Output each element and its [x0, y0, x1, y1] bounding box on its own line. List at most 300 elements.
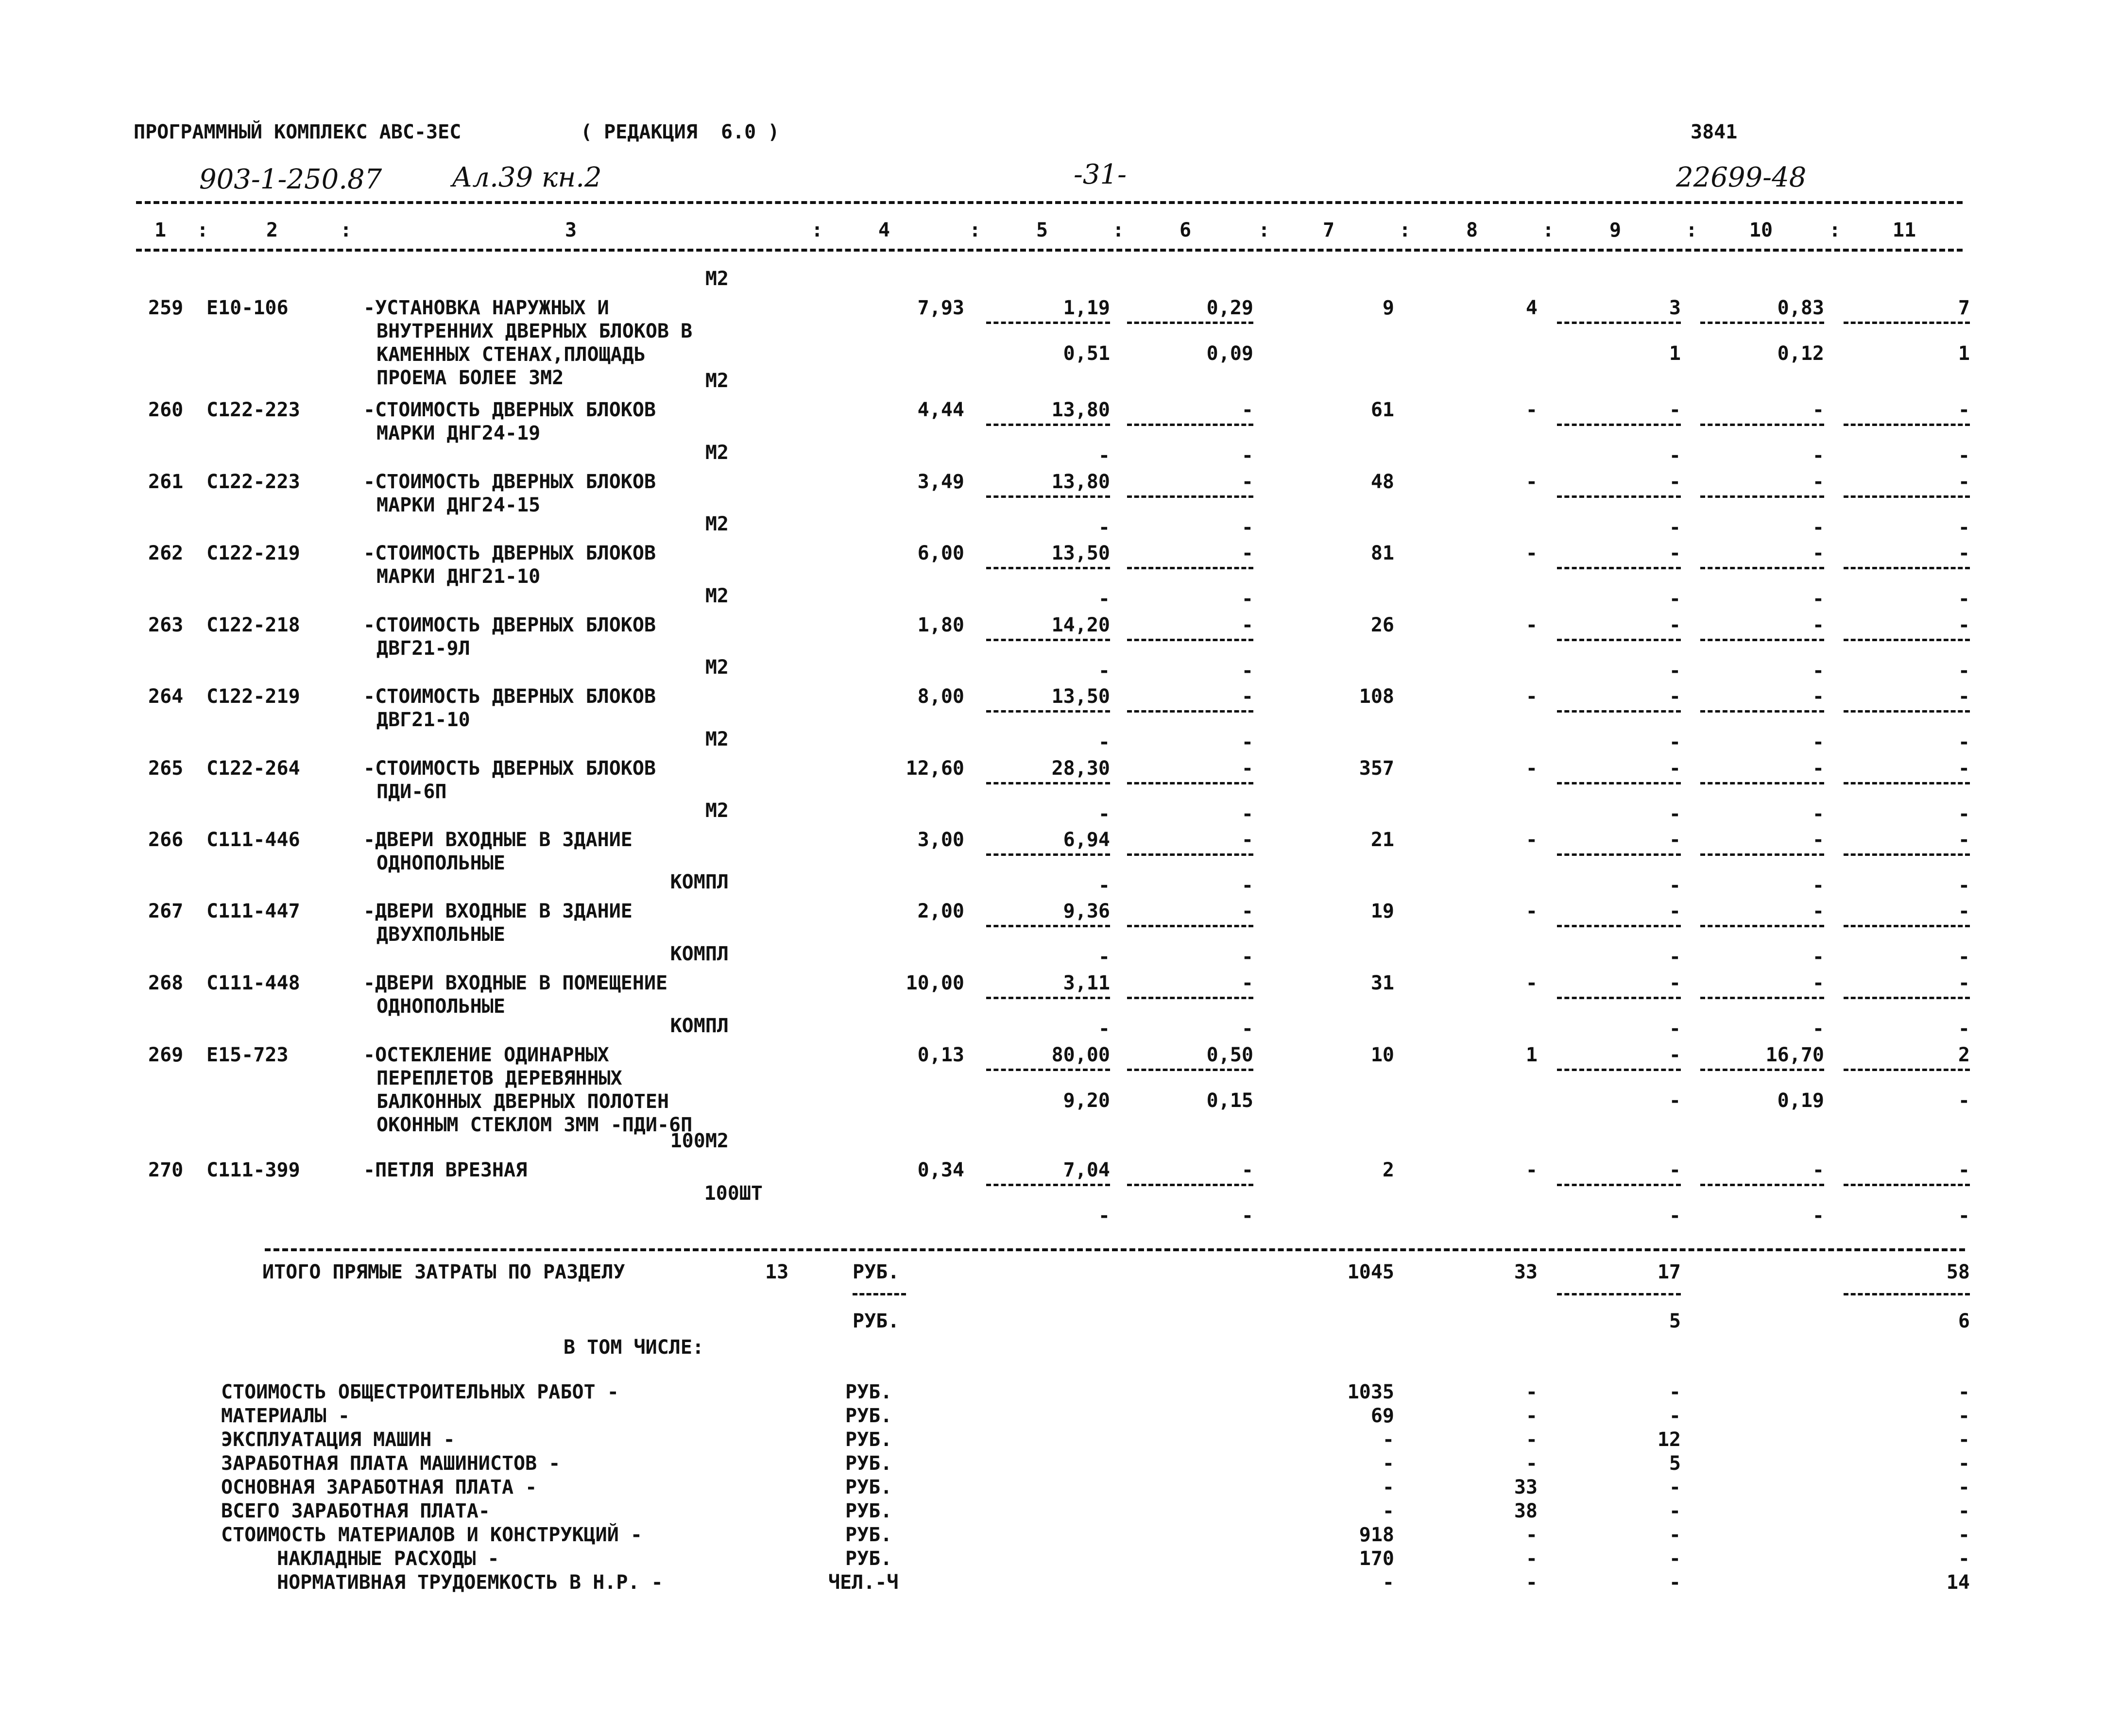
cell-c10: - — [1812, 614, 1824, 636]
cell-c7: 61 — [1370, 399, 1394, 421]
cell-c11: - — [1958, 900, 1970, 922]
totals-section: 13 — [765, 1261, 789, 1283]
cell-c8: - — [1525, 614, 1538, 636]
cell-c8: - — [1525, 900, 1538, 922]
column-number: 10 — [1749, 219, 1773, 241]
cell-c9: - — [1669, 399, 1681, 421]
row-number: 263 — [148, 614, 184, 636]
cell-divider — [1127, 495, 1253, 498]
breakdown-c8: - — [1525, 1524, 1538, 1546]
cell-c5: 28,30 — [1051, 757, 1110, 780]
breakdown-c9: - — [1669, 1476, 1681, 1498]
cell-c9: - — [1669, 685, 1681, 708]
cell-c4: 0,13 — [917, 1044, 964, 1066]
breakdown-c8: 38 — [1514, 1500, 1538, 1522]
cell-b10: - — [1812, 444, 1824, 467]
breakdown-unit: РУБ. — [845, 1429, 892, 1451]
cell-divider — [1700, 782, 1824, 784]
cell-b9: - — [1669, 946, 1681, 968]
cell-b9: - — [1669, 1205, 1681, 1227]
cell-divider — [1557, 1184, 1681, 1186]
cell-c4: 0,34 — [917, 1159, 964, 1181]
cell-b6: - — [1241, 946, 1253, 968]
cell-divider — [1127, 424, 1253, 426]
cell-b10: 0,12 — [1777, 342, 1824, 365]
cell-divider — [1700, 639, 1824, 641]
row-code: С111-447 — [206, 900, 300, 922]
cell-c4: 7,93 — [917, 297, 964, 319]
cell-c7: 2 — [1382, 1159, 1394, 1181]
row-description: -ДВЕРИ ВХОДНЫЕ В ПОМЕЩЕНИЕ — [363, 972, 668, 994]
row-description: ПДИ-6П — [376, 781, 447, 803]
breakdown-c9: 5 — [1669, 1452, 1681, 1475]
cell-b5: - — [1098, 803, 1110, 825]
cell-c7: 21 — [1370, 829, 1394, 851]
row-code: С122-223 — [206, 471, 300, 493]
column-number: 2 — [266, 219, 278, 241]
cell-c11: - — [1958, 1159, 1970, 1181]
cell-divider — [986, 495, 1110, 498]
cell-c9: 3 — [1669, 297, 1681, 319]
totals-c9: 17 — [1657, 1261, 1681, 1283]
row-unit: М2 — [705, 370, 729, 392]
including-label: В ТОМ ЧИСЛЕ: — [564, 1336, 704, 1359]
cell-c10: - — [1812, 542, 1824, 564]
cell-b5: - — [1098, 588, 1110, 610]
cell-b11: - — [1958, 1018, 1970, 1040]
cell-c10: - — [1812, 399, 1824, 421]
column-number: 11 — [1892, 219, 1916, 241]
cell-c10: - — [1812, 757, 1824, 780]
row-description: -ОСТЕКЛЕНИЕ ОДИНАРНЫХ — [363, 1044, 609, 1066]
column-separator: : — [1542, 219, 1555, 241]
cell-divider — [986, 997, 1110, 999]
cell-c5: 14,20 — [1051, 614, 1110, 636]
row-number: 269 — [148, 1044, 184, 1066]
row-description: -СТОИМОСТЬ ДВЕРНЫХ БЛОКОВ — [363, 685, 656, 708]
cell-c10: - — [1812, 900, 1824, 922]
cell-c5: 13,50 — [1051, 685, 1110, 708]
cell-divider — [1557, 782, 1681, 784]
cell-divider — [1127, 639, 1253, 641]
cell-c11: - — [1958, 829, 1970, 851]
cell-divider — [1700, 567, 1824, 569]
cell-c11: - — [1958, 757, 1970, 780]
cell-divider — [1844, 853, 1970, 856]
column-number: 6 — [1179, 219, 1192, 241]
breakdown-c9: - — [1669, 1571, 1681, 1594]
cell-divider — [1127, 925, 1253, 927]
cell-divider — [1127, 710, 1253, 713]
header-rule-top — [136, 201, 1963, 204]
column-number: 3 — [564, 219, 577, 241]
cell-b11: - — [1958, 1089, 1970, 1112]
breakdown-c9: 12 — [1657, 1429, 1681, 1451]
column-separator: : — [1258, 219, 1270, 241]
row-unit: М2 — [705, 268, 729, 290]
cell-b9: - — [1669, 731, 1681, 753]
cell-divider — [986, 424, 1110, 426]
cell-divider — [986, 322, 1110, 324]
totals-divider — [1844, 1293, 1970, 1295]
cell-c6: 0,50 — [1206, 1044, 1253, 1066]
cell-divider — [1844, 782, 1970, 784]
cell-c9: - — [1669, 1044, 1681, 1066]
cell-b11: - — [1958, 444, 1970, 467]
cell-c6: - — [1241, 471, 1253, 493]
cell-c5: 80,00 — [1051, 1044, 1110, 1066]
breakdown-c7: - — [1382, 1500, 1394, 1522]
row-number: 265 — [148, 757, 184, 780]
cell-c9: - — [1669, 829, 1681, 851]
cell-b6: - — [1241, 803, 1253, 825]
cell-c7: 357 — [1359, 757, 1394, 780]
row-unit: 100ШТ — [704, 1182, 763, 1205]
column-number: 7 — [1322, 219, 1335, 241]
cell-c5: 13,50 — [1051, 542, 1110, 564]
cell-divider — [1844, 1069, 1970, 1071]
row-unit: М2 — [705, 585, 729, 607]
cell-divider — [1844, 495, 1970, 498]
breakdown-unit: РУБ. — [845, 1405, 892, 1427]
cell-divider — [1700, 1069, 1824, 1071]
row-number: 259 — [148, 297, 184, 319]
row-description: -СТОИМОСТЬ ДВЕРНЫХ БЛОКОВ — [363, 757, 656, 780]
totals-unit: РУБ. — [853, 1261, 900, 1283]
totals-b9: 5 — [1669, 1310, 1681, 1332]
cell-divider — [1127, 853, 1253, 856]
cell-divider — [1557, 322, 1681, 324]
row-unit: М2 — [705, 800, 729, 822]
row-description: -УСТАНОВКА НАРУЖНЫХ И — [363, 297, 609, 319]
cell-c4: 8,00 — [917, 685, 964, 708]
cell-c7: 19 — [1370, 900, 1394, 922]
cell-divider — [1844, 639, 1970, 641]
cell-b5: - — [1098, 874, 1110, 897]
cell-divider — [986, 1069, 1110, 1071]
cell-c5: 6,94 — [1063, 829, 1110, 851]
breakdown-c11: - — [1958, 1500, 1970, 1522]
breakdown-c9: - — [1669, 1500, 1681, 1522]
cell-divider — [1844, 710, 1970, 713]
cell-c8: - — [1525, 399, 1538, 421]
row-description: КАМЕННЫХ СТЕНАХ,ПЛОЩАДЬ — [376, 343, 646, 366]
row-description: ДВГ21-10 — [376, 709, 470, 731]
cell-c9: - — [1669, 471, 1681, 493]
row-code: С122-218 — [206, 614, 300, 636]
cell-c11: - — [1958, 972, 1970, 994]
cell-b11: - — [1958, 660, 1970, 682]
cell-c7: 31 — [1370, 972, 1394, 994]
cell-c7: 9 — [1382, 297, 1394, 319]
header-rule-bottom — [136, 249, 1963, 252]
cell-c5: 1,19 — [1063, 297, 1110, 319]
cell-c10: - — [1812, 685, 1824, 708]
row-unit: КОМПЛ — [670, 871, 729, 893]
cell-c5: 13,80 — [1051, 471, 1110, 493]
breakdown-c7: - — [1382, 1571, 1394, 1594]
cell-c9: - — [1669, 972, 1681, 994]
cell-c11: - — [1958, 685, 1970, 708]
cell-b9: 1 — [1669, 342, 1681, 365]
cell-b11: 1 — [1958, 342, 1970, 365]
cell-b10: - — [1812, 874, 1824, 897]
totals-label: ИТОГО ПРЯМЫЕ ЗАТРАТЫ ПО РАЗДЕЛУ — [262, 1261, 625, 1283]
row-description: ПЕРЕПЛЕТОВ ДЕРЕВЯННЫХ — [376, 1067, 622, 1089]
row-number: 262 — [148, 542, 184, 564]
breakdown-c8: - — [1525, 1571, 1538, 1594]
cell-b11: - — [1958, 874, 1970, 897]
cell-divider — [1700, 997, 1824, 999]
cell-c5: 13,80 — [1051, 399, 1110, 421]
cell-b6: - — [1241, 731, 1253, 753]
totals-unit-2: РУБ. — [853, 1310, 900, 1332]
cell-divider — [1700, 1184, 1824, 1186]
row-number: 260 — [148, 399, 184, 421]
breakdown-label: СТОИМОСТЬ ОБЩЕСТРОИТЕЛЬНЫХ РАБОТ - — [221, 1381, 619, 1403]
cell-divider — [1127, 322, 1253, 324]
row-description: -СТОИМОСТЬ ДВЕРНЫХ БЛОКОВ — [363, 471, 656, 493]
column-separator: : — [197, 219, 209, 241]
row-description: ОКОННЫМ СТЕКЛОМ 3ММ -ПДИ-6П — [376, 1114, 693, 1136]
cell-c10: - — [1812, 972, 1824, 994]
cell-b5: - — [1098, 516, 1110, 539]
breakdown-unit: ЧЕЛ.-Ч — [828, 1571, 899, 1594]
cell-divider — [986, 567, 1110, 569]
row-code: С122-264 — [206, 757, 300, 780]
cell-b10: 0,19 — [1777, 1089, 1824, 1112]
cell-c8: - — [1525, 471, 1538, 493]
breakdown-c8: - — [1525, 1381, 1538, 1403]
cell-c8: - — [1525, 542, 1538, 564]
cell-b9: - — [1669, 444, 1681, 467]
cell-divider — [1844, 322, 1970, 324]
cell-c8: - — [1525, 685, 1538, 708]
totals-c11: 58 — [1946, 1261, 1970, 1283]
cell-b10: - — [1812, 946, 1824, 968]
cell-b5: - — [1098, 946, 1110, 968]
page-code: 3841 — [1691, 121, 1738, 143]
totals-divider — [1557, 1293, 1681, 1295]
totals-b11: 6 — [1958, 1310, 1970, 1332]
cell-b11: - — [1958, 1205, 1970, 1227]
column-number: 4 — [878, 219, 890, 241]
row-description: ОДНОПОЛЬНЫЕ — [376, 995, 505, 1018]
breakdown-c11: - — [1958, 1524, 1970, 1546]
cell-b9: - — [1669, 874, 1681, 897]
row-number: 266 — [148, 829, 184, 851]
row-code: С122-219 — [206, 542, 300, 564]
cell-b10: - — [1812, 588, 1824, 610]
cell-divider — [1700, 322, 1824, 324]
cell-c4: 3,00 — [917, 829, 964, 851]
cell-c9: - — [1669, 900, 1681, 922]
cell-c6: - — [1241, 399, 1253, 421]
cell-b9: - — [1669, 1089, 1681, 1112]
cell-b9: - — [1669, 803, 1681, 825]
cell-divider — [1127, 1069, 1253, 1071]
cell-divider — [1844, 1184, 1970, 1186]
cell-b11: - — [1958, 803, 1970, 825]
breakdown-label: ОСНОВНАЯ ЗАРАБОТНАЯ ПЛАТА - — [221, 1476, 537, 1498]
row-unit: КОМПЛ — [670, 943, 729, 965]
cell-b5: - — [1098, 444, 1110, 467]
cell-b11: - — [1958, 588, 1970, 610]
row-description: ДВГ21-9Л — [376, 637, 470, 660]
row-unit: М2 — [705, 656, 729, 679]
cell-c7: 81 — [1370, 542, 1394, 564]
cell-c10: 16,70 — [1765, 1044, 1824, 1066]
breakdown-c8: - — [1525, 1548, 1538, 1570]
page-mark: -31- — [1074, 159, 1127, 190]
breakdown-unit: РУБ. — [845, 1452, 892, 1475]
cell-c7: 26 — [1370, 614, 1394, 636]
cell-c9: - — [1669, 1159, 1681, 1181]
cell-divider — [986, 1184, 1110, 1186]
album-ref: Ал.39 кн.2 — [452, 162, 602, 193]
row-code: С122-223 — [206, 399, 300, 421]
row-number: 264 — [148, 685, 184, 708]
cell-c6: 0,29 — [1206, 297, 1253, 319]
row-description: ПРОЕМА БОЛЕЕ 3М2 — [376, 367, 564, 389]
row-description: -СТОИМОСТЬ ДВЕРНЫХ БЛОКОВ — [363, 542, 656, 564]
totals-unit-underline — [853, 1293, 906, 1295]
row-unit: КОМПЛ — [670, 1015, 729, 1037]
breakdown-c9: - — [1669, 1524, 1681, 1546]
cell-c9: - — [1669, 542, 1681, 564]
row-description: ОДНОПОЛЬНЫЕ — [376, 852, 505, 874]
cell-divider — [1127, 1184, 1253, 1186]
breakdown-c8: - — [1525, 1452, 1538, 1475]
breakdown-c9: - — [1669, 1548, 1681, 1570]
cell-c6: - — [1241, 614, 1253, 636]
cell-divider — [1700, 853, 1824, 856]
totals-c7: 1045 — [1347, 1261, 1394, 1283]
cell-c7: 10 — [1370, 1044, 1394, 1066]
cell-c8: - — [1525, 829, 1538, 851]
cell-c8: - — [1525, 1159, 1538, 1181]
cell-b5: 0,51 — [1063, 342, 1110, 365]
breakdown-c9: - — [1669, 1405, 1681, 1427]
cell-c10: - — [1812, 1159, 1824, 1181]
row-code: С111-446 — [206, 829, 300, 851]
breakdown-c11: - — [1958, 1476, 1970, 1498]
row-unit: М2 — [705, 442, 729, 464]
cell-c4: 6,00 — [917, 542, 964, 564]
cell-c6: - — [1241, 900, 1253, 922]
cell-divider — [1844, 424, 1970, 426]
cell-b5: - — [1098, 1205, 1110, 1227]
cell-b5: - — [1098, 731, 1110, 753]
cell-b6: - — [1241, 1205, 1253, 1227]
cell-c6: - — [1241, 685, 1253, 708]
breakdown-label: МАТЕРИАЛЫ - — [221, 1405, 350, 1427]
cell-b6: - — [1241, 660, 1253, 682]
breakdown-c8: - — [1525, 1429, 1538, 1451]
cell-b6: - — [1241, 1018, 1253, 1040]
column-separator: : — [969, 219, 981, 241]
cell-b6: - — [1241, 444, 1253, 467]
column-number: 1 — [154, 219, 167, 241]
doc-code: 903-1-250.87 — [199, 164, 382, 195]
cell-divider — [1844, 925, 1970, 927]
program-title: ПРОГРАММНЫЙ КОМПЛЕКС АВС-3ЕС — [134, 121, 462, 143]
breakdown-unit: РУБ. — [845, 1381, 892, 1403]
cell-divider — [1557, 639, 1681, 641]
cell-divider — [986, 782, 1110, 784]
column-separator: : — [811, 219, 823, 241]
breakdown-unit: РУБ. — [845, 1524, 892, 1546]
cell-c6: - — [1241, 829, 1253, 851]
cell-c10: - — [1812, 829, 1824, 851]
breakdown-c8: - — [1525, 1405, 1538, 1427]
cell-c7: 108 — [1359, 685, 1394, 708]
cell-divider — [1127, 997, 1253, 999]
breakdown-c9: - — [1669, 1381, 1681, 1403]
breakdown-unit: РУБ. — [845, 1548, 892, 1570]
breakdown-label: НАКЛАДНЫЕ РАСХОДЫ - — [277, 1548, 499, 1570]
cell-divider — [1557, 567, 1681, 569]
row-description: -ПЕТЛЯ ВРЕЗНАЯ — [363, 1159, 528, 1181]
cell-c8: 4 — [1525, 297, 1538, 319]
cell-divider — [1557, 424, 1681, 426]
breakdown-c7: 170 — [1359, 1548, 1394, 1570]
column-separator: : — [1686, 219, 1698, 241]
row-number: 267 — [148, 900, 184, 922]
cell-b10: - — [1812, 1018, 1824, 1040]
column-number: 9 — [1609, 219, 1622, 241]
cell-b11: - — [1958, 731, 1970, 753]
breakdown-label: СТОИМОСТЬ МАТЕРИАЛОВ И КОНСТРУКЦИЙ - — [221, 1524, 642, 1546]
cell-c11: - — [1958, 399, 1970, 421]
column-number: 5 — [1036, 219, 1048, 241]
cell-divider — [1844, 997, 1970, 999]
cell-b6: - — [1241, 874, 1253, 897]
cell-divider — [1557, 1069, 1681, 1071]
cell-divider — [1700, 424, 1824, 426]
column-separator: : — [1112, 219, 1125, 241]
cell-divider — [986, 710, 1110, 713]
column-separator: : — [1399, 219, 1411, 241]
cell-c11: 7 — [1958, 297, 1970, 319]
row-description: -СТОИМОСТЬ ДВЕРНЫХ БЛОКОВ — [363, 614, 656, 636]
cell-c8: - — [1525, 757, 1538, 780]
cell-c10: - — [1812, 471, 1824, 493]
cell-b6: - — [1241, 516, 1253, 539]
cell-c8: 1 — [1525, 1044, 1538, 1066]
breakdown-label: ВСЕГО ЗАРАБОТНАЯ ПЛАТА- — [221, 1500, 490, 1522]
breakdown-c7: - — [1382, 1429, 1394, 1451]
totals-c8: 33 — [1514, 1261, 1538, 1283]
cell-c4: 2,00 — [917, 900, 964, 922]
row-code: Е10-106 — [206, 297, 289, 319]
cell-c11: 2 — [1958, 1044, 1970, 1066]
breakdown-unit: РУБ. — [845, 1476, 892, 1498]
row-unit: М2 — [705, 728, 729, 750]
cell-b11: - — [1958, 516, 1970, 539]
breakdown-label: ЭКСПЛУАТАЦИЯ МАШИН - — [221, 1429, 455, 1451]
cell-c4: 12,60 — [906, 757, 964, 780]
cell-b5: - — [1098, 1018, 1110, 1040]
breakdown-label: НОРМАТИВНАЯ ТРУДОЕМКОСТЬ В Н.Р. - — [277, 1571, 663, 1594]
cell-b10: - — [1812, 516, 1824, 539]
breakdown-c7: - — [1382, 1452, 1394, 1475]
breakdown-c7: - — [1382, 1476, 1394, 1498]
column-number: 8 — [1466, 219, 1478, 241]
cell-b10: - — [1812, 660, 1824, 682]
breakdown-c7: 69 — [1370, 1405, 1394, 1427]
cell-c4: 3,49 — [917, 471, 964, 493]
